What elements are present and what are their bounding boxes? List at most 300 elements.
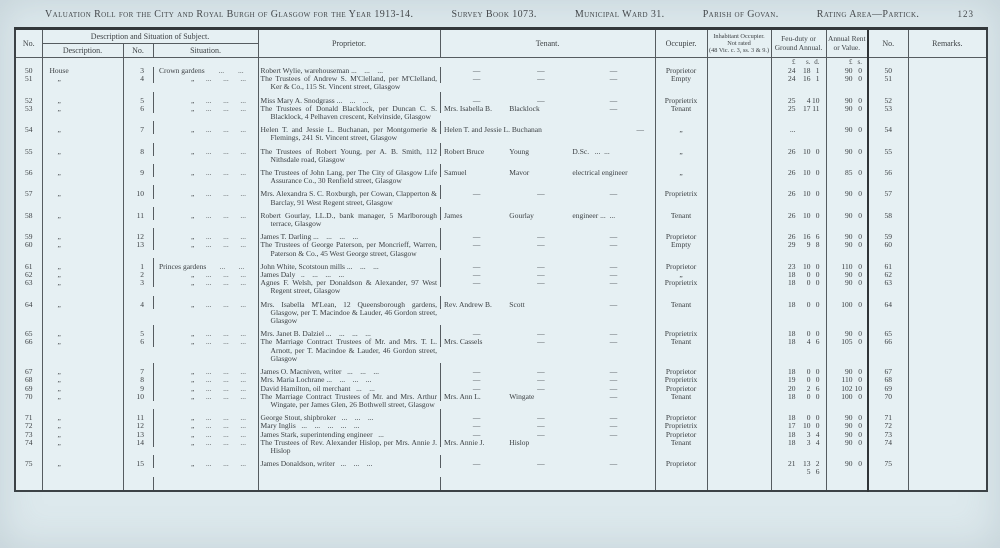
money-part: 26 [788,189,796,199]
money-part: 4 [815,438,820,447]
tenant-part: — [472,413,481,423]
row-number-right: 73 [868,431,908,439]
row-number-right [868,477,908,491]
row-number-right: 66 [868,338,908,363]
table-row [15,143,987,164]
situation-cell [153,455,258,468]
leader-dots: ... ... ... [205,168,246,178]
row-number-left: 64 [25,299,33,309]
table-row [15,422,987,430]
row-number-right: 67 [868,363,908,376]
remarks-cell [908,185,987,206]
money-part: 18 [788,392,796,401]
tenant-part: — [472,241,481,250]
tenant-cell [440,121,655,134]
row-number-right: 50 [868,67,908,75]
situation-cell [153,422,258,430]
proprietor-cell: David Hamilton, oil merchant ... ... [258,385,440,393]
table-header [15,29,987,58]
money-part: 18 [788,329,796,339]
tenant-cell [440,105,655,113]
tenant-part: — [609,338,618,347]
tenant-part: — [609,422,618,431]
row-number-right: 52 [868,92,908,105]
remarks-cell [908,439,987,455]
tenant-part: — [537,413,545,423]
rent-value-cell [826,207,868,228]
money-part: 0 [815,168,820,178]
table-row [15,338,987,363]
inhabitant-occupier-cell [707,338,771,363]
rent-value-cell [826,385,868,393]
feu-duty-cell [771,439,826,455]
money-part: 26 [788,210,796,220]
money-part: 1 [815,67,820,75]
subject-number-cell: 15 [123,455,153,476]
tenant-part: — [472,422,481,431]
leader-dots: ... ... ... [205,279,246,288]
row-number-right: 72 [868,422,908,430]
money-part: 0 [815,299,820,309]
money-part: 0 [858,438,863,447]
money-part: 18 [788,299,796,309]
money-part: 90 [845,271,853,280]
subject-number-cell [123,58,153,68]
tenant-part: — [609,67,618,75]
subject-number-cell: 7 [123,363,153,376]
tenant-part: Wingate [509,392,535,401]
money-part: 3 [806,438,811,447]
feu-duty-cell [771,363,826,376]
situation-text: „ [191,459,195,469]
subject-number-cell: 11 [123,207,153,228]
inhabitant-occupier-cell [707,393,771,409]
remarks-cell [908,393,987,409]
leader-dots: ... ... ... [205,413,246,423]
description-cell: „ [42,431,123,439]
row-number-left: 75 [25,459,33,469]
situation-text: „ [191,125,195,135]
occupier-cell: Proprietor [655,228,707,241]
spacer-row [15,477,987,491]
row-number-left: 70 [25,392,33,401]
money-part: 6 [815,232,820,242]
rent-value-cell [826,258,868,271]
situation-cell [153,431,258,439]
tenant-part: — [636,125,645,135]
money-part: 90 [845,210,853,220]
tenant-part: — [609,279,618,288]
inhabitant-occupier-cell [707,422,771,430]
row-number-right: 54 [868,121,908,142]
header-inhabitant-occupier [707,29,771,58]
money-part: 1 [815,75,820,84]
feu-duty-cell [771,164,826,185]
money-part: 10 [812,95,820,105]
rent-value-cell [826,228,868,241]
feu-duty-cell [771,121,826,142]
remarks-cell [908,75,987,91]
inhabitant-occupier-cell [707,279,771,295]
situation-text: „ [191,430,195,439]
row-number-left: 68 [25,376,33,385]
proprietor-cell: Mary Inglis ... ... ... ... ... [258,422,440,430]
occupier-cell: „ [655,143,707,164]
situation-cell [153,409,258,422]
valuation-roll-table [14,27,988,492]
money-part: 90 [845,146,853,156]
money-part: 16 [803,75,811,84]
row-number-right: 55 [868,143,908,164]
money-part: 18 [788,338,796,347]
table-row [15,75,987,91]
rent-value-cell [826,75,868,91]
row-number-right: 70 [868,393,908,409]
row-number-right: 51 [868,75,908,91]
money-part: 0 [806,367,811,377]
remarks-cell [908,258,987,271]
subject-number-cell: 8 [123,143,153,164]
inhabitant-occupier-cell [707,376,771,384]
money-part: 90 [845,459,853,469]
remarks-cell [908,431,987,439]
remarks-cell [908,207,987,228]
money-part: 0 [806,376,811,385]
money-part: 4 [806,338,811,347]
money-part: 90 [845,329,853,339]
money-part: 18 [788,438,796,447]
tenant-part: — [609,271,618,280]
tenant-part: — [537,95,545,105]
row-number-right: 65 [868,325,908,338]
money-part [772,468,796,476]
subject-number-cell: 10 [123,393,153,409]
description-cell [42,58,123,68]
subject-number-cell: 4 [123,75,153,91]
money-part: 90 [845,95,853,105]
situation-text: „ [191,146,195,156]
rent-value-cell [826,164,868,185]
money-part: 0 [858,329,863,339]
money-part: 0 [858,376,863,385]
money-part: 18 [803,67,811,75]
tenant-part: — [472,367,481,377]
remarks-cell [908,58,987,68]
situation-cell [153,393,258,401]
money-part: 0 [815,376,820,385]
tenant-part: Mrs. Annie J. [444,438,485,447]
subject-number-cell: 1 [123,258,153,271]
occupier-cell: Empty [655,241,707,257]
money-part: ... [789,125,796,135]
header-feu-duty: Feu-duty or Ground Annual. [771,29,826,58]
description-cell: House [42,67,123,75]
money-part: 10 [803,146,811,156]
money-part: 10 [803,210,811,220]
money-part: 0 [815,392,820,401]
tenant-part: — [537,422,545,431]
money-part: 0 [858,279,863,288]
situation-cell [153,363,258,376]
tenant-part: Young [509,146,529,156]
row-number-left [15,477,42,491]
description-cell: „ [42,325,123,338]
description-cell: „ [42,75,123,91]
feu-duty-cell [771,422,826,430]
money-part: 24 [788,67,796,75]
rent-value-cell [826,185,868,206]
inhabitant-occupier-cell [707,409,771,422]
tenant-cell [440,431,655,439]
tenant-part: — [537,338,545,347]
tenant-part: engineer ... ... [572,210,616,220]
situation-cell [153,207,258,220]
tenant-part: — [537,189,545,199]
situation-text: „ [191,329,195,339]
tenant-cell [440,455,655,468]
money-part: 2 [815,459,820,469]
occupier-cell: Proprietor [655,431,707,439]
table-row [15,105,987,121]
money-part: 0 [858,261,863,271]
rent-value-cell [826,431,868,439]
money-part: 0 [806,279,811,288]
money-part [811,126,826,134]
leader-dots: ... ... ... [205,271,246,280]
money-part: 23 [788,261,796,271]
tenant-cell [440,75,655,83]
description-cell: „ [42,296,123,326]
row-number-left: 55 [25,146,33,156]
table-row [15,363,987,376]
inhabitant-occupier-cell [707,92,771,105]
row-number-left: 71 [25,413,33,423]
money-part: 90 [845,279,853,288]
table-row [15,258,987,271]
page-header [0,0,1000,27]
row-number-right: 58 [868,207,908,228]
money-part: 0 [858,271,863,280]
occupier-cell: „ [655,271,707,279]
situation-cell [153,279,258,287]
remarks-cell [908,164,987,185]
tenant-cell [440,279,655,287]
row-number-left: 63 [25,279,33,288]
money-part: 0 [858,67,863,75]
leader-dots: ... ... ... [205,338,246,347]
description-cell: „ [42,338,123,363]
description-cell: „ [42,271,123,279]
feu-duty-cell [771,296,826,326]
subject-number-cell: 13 [123,431,153,439]
situation-cell [153,228,258,241]
description-cell: „ [42,241,123,257]
money-part: 5 [806,467,811,477]
tenant-part: — [472,271,481,280]
money-part: 0 [806,329,811,339]
tenant-part: — [609,95,618,105]
money-part: 0 [858,459,863,469]
description-cell: „ [42,422,123,430]
situation-cell [153,67,258,75]
tenant-part: — [537,75,545,84]
leader-dots: ... ... ... [205,241,246,250]
situation-text: „ [191,189,195,199]
occupier-cell: Proprietrix [655,92,707,105]
rating-area-label: Rating Area—Partick. [816,9,920,20]
leader-dots: ... ... ... [205,430,246,439]
money-part: 110 [841,261,853,271]
money-part: 24 [788,75,796,84]
table-row [15,67,987,75]
proprietor-cell: James Stark, superintending engineer ... [258,431,440,439]
situation-text: „ [191,367,195,377]
tenant-part: Rev. Andrew B. [444,299,492,309]
description-cell: „ [42,164,123,185]
tenant-cell [440,67,655,75]
description-cell: „ [42,207,123,228]
money-part: s. [857,58,863,66]
remarks-cell [908,477,987,491]
row-number-left: 62 [25,271,33,280]
tenant-cell [440,271,655,279]
inhabitant-occupier-cell [707,67,771,75]
tenant-part: Mrs. Cassels [444,338,483,347]
leader-dots: ... ... [218,67,244,75]
remarks-cell [908,92,987,105]
situation-text: „ [191,241,195,250]
inhabitant-occupier-cell [707,75,771,91]
row-number-left: 53 [25,104,33,113]
rent-value-cell [826,338,868,363]
subject-number-cell: 14 [123,439,153,455]
subject-number-cell: 9 [123,164,153,185]
tenant-cell [440,164,655,177]
table-row [15,393,987,409]
table-row [15,439,987,455]
money-part: 0 [858,241,863,250]
page-title: Valuation Roll for the City and Royal Burgh of Glasgow for the Year 1913-14. [45,9,414,20]
row-number-right: 53 [868,105,908,121]
table-row [15,185,987,206]
money-part: 13 [803,459,811,469]
subject-number-cell: 6 [123,105,153,121]
inhabitant-occupier-cell [707,271,771,279]
tenant-cell [440,376,655,384]
money-part: 0 [815,189,820,199]
remarks-cell [908,385,987,393]
leader-dots: ... ... ... [205,384,246,393]
rent-value-cell [826,241,868,257]
parish-label: Parish of Govan. [702,9,779,20]
money-part: 90 [845,422,853,431]
feu-duty-cell [771,67,826,75]
feu-duty-cell [771,409,826,422]
proprietor-cell: Mrs. Alexandra S. C. Roxburgh, per Cowan, Clapperton & Barclay, 91 West Regent street, Glasgow [258,185,440,206]
description-cell: „ [42,455,123,476]
tenant-part: Hislop [509,438,530,447]
feu-duty-cell [771,258,826,271]
row-number-left: 51 [25,75,33,84]
proprietor-cell: The Marriage Contract Trustees of Mr. and Mrs. T. L. Arnott, per T. Macindoe & Lauder, 46 Gordon street, Glasgow [258,338,440,363]
money-part: 90 [845,241,853,250]
remarks-cell [908,296,987,326]
situation-cell [153,185,258,198]
proprietor-cell: The Trustees of Rev. Alexander Hislop, per Mrs. Annie J. Hislop [258,439,440,455]
subject-number-cell: 3 [123,67,153,75]
feu-duty-cell [771,477,826,491]
money-part: 0 [815,279,820,288]
tenant-cell [440,422,655,430]
tenant-cell [440,325,655,338]
row-number-left: 50 [25,67,33,75]
remarks-cell [908,409,987,422]
tenant-part: — [472,232,481,242]
row-number-left: 52 [25,95,33,105]
money-part: 10 [854,384,863,393]
subject-number-cell: 5 [123,325,153,338]
row-number-left: 56 [25,168,33,178]
money-part: £ [849,58,853,66]
table-row [15,228,987,241]
tenant-cell [440,296,655,309]
rent-value-cell [826,67,868,75]
tenant-part: — [537,261,545,271]
money-part: 90 [845,104,853,113]
tenant-part: — [472,261,481,271]
money-part: 0 [815,146,820,156]
rent-value-cell [826,58,868,68]
remarks-cell [908,228,987,241]
currency-label-row [15,58,987,68]
money-part: 100 [841,299,853,309]
money-part: 25 [788,104,796,113]
tenant-part: — [472,376,481,385]
tenant-part [572,439,654,447]
header-sub-no: No. [123,44,153,58]
money-part: 25 [788,95,796,105]
money-part: 10 [803,422,811,431]
table-row [15,241,987,257]
feu-duty-cell [771,207,826,228]
tenant-part: — [537,430,545,439]
proprietor-cell: Helen T. and Jessie L. Buchanan, per Montgomerie & Flemings, 241 St. Vincent street, Glasgow [258,121,440,142]
money-part: 0 [858,232,863,242]
header-tenant: Tenant. [440,29,655,58]
occupier-cell: Proprietor [655,409,707,422]
money-part: 10 [803,189,811,199]
money-part: s. [806,58,811,66]
feu-duty-cell [771,58,826,68]
money-part: 105 [841,338,853,347]
table-row [15,164,987,185]
money-part: 90 [845,67,853,75]
tenant-part: — [609,232,618,242]
situation-cell [153,439,258,447]
feu-duty-cell [771,325,826,338]
proprietor-cell: The Marriage Contract Trustees of Mr. and Mrs. Arthur Wingate, per James Glen, 26 Bothwell street, Glasgow [258,393,440,409]
proprietor-cell: Robert Wylie, warehouseman ... ... ... [258,67,440,75]
tenant-cell [440,409,655,422]
tenant-part: — [609,376,618,385]
subject-number-cell: 8 [123,376,153,384]
table-row [15,296,987,326]
money-part: 0 [815,413,820,423]
tenant-cell [440,228,655,241]
description-cell: „ [42,228,123,241]
rent-value-cell [826,279,868,295]
money-part: 0 [815,261,820,271]
